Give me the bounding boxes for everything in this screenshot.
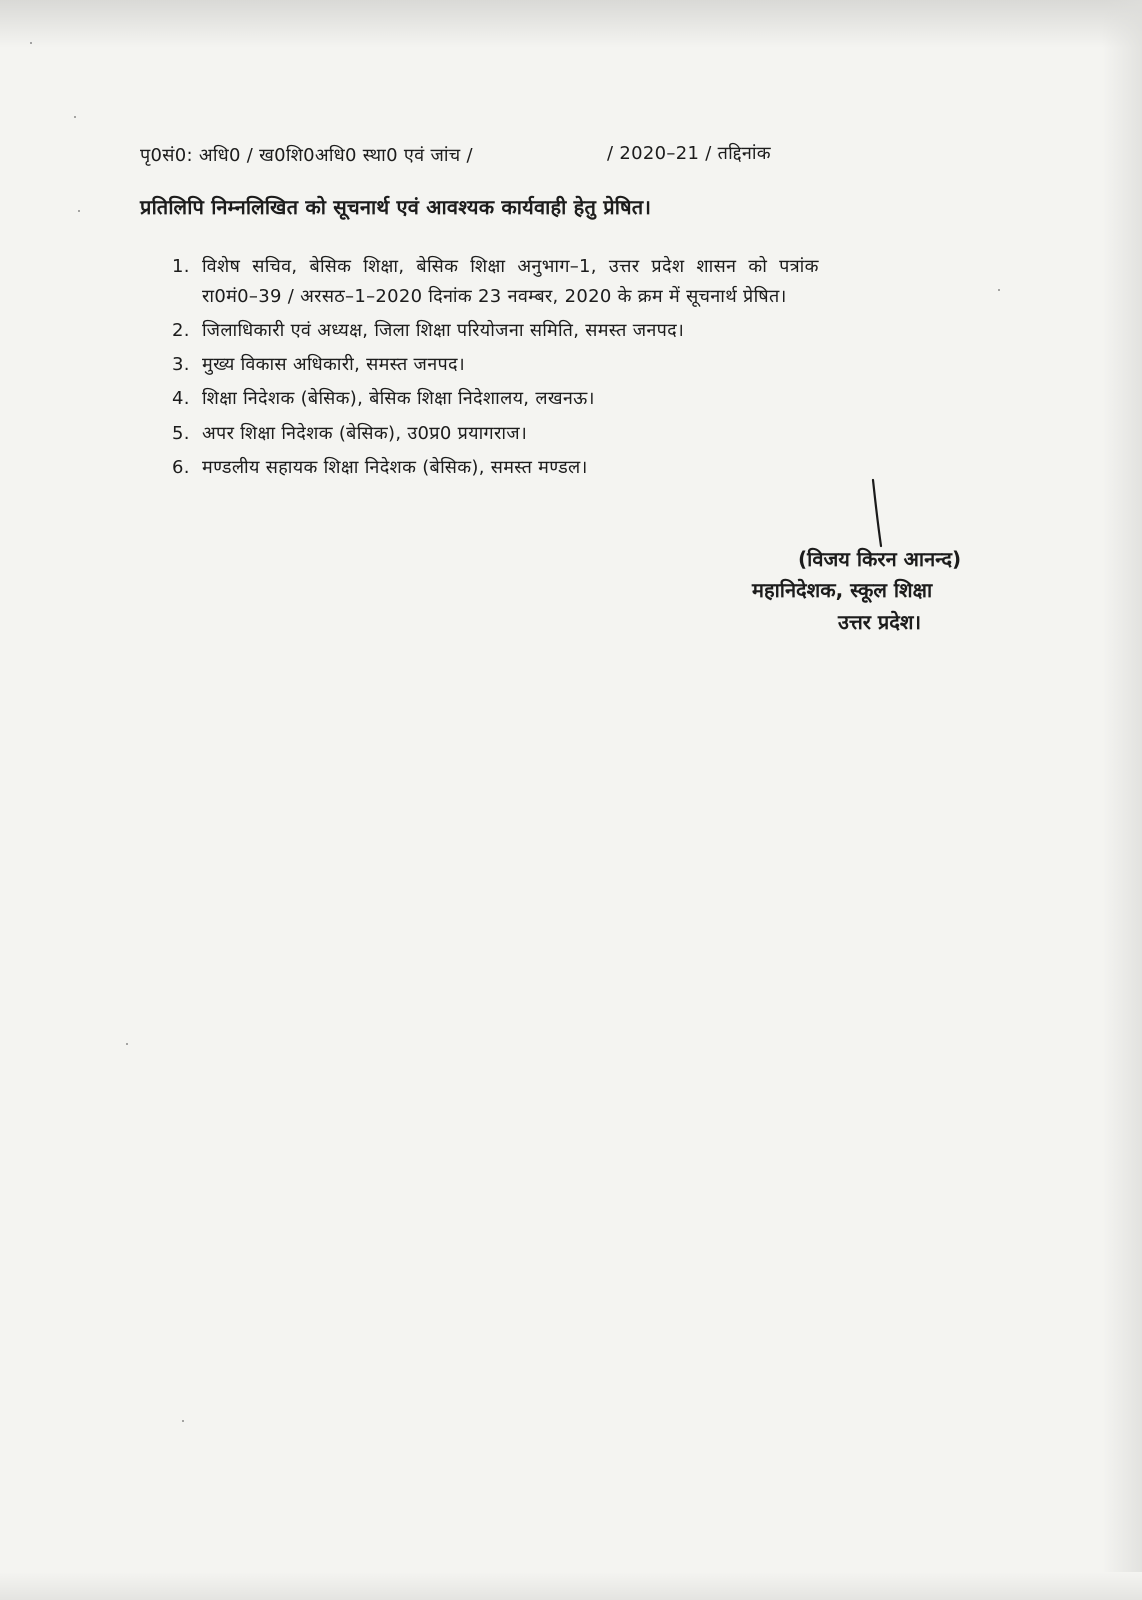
list-item-text: मण्डलीय सहायक शिक्षा निदेशक (बेसिक), समस्त मण्डल। [202,457,588,478]
list-item [172,318,684,342]
list-item-text: विशेष सचिव, बेसिक शिक्षा, बेसिक शिक्षा अनुभाग–1, उत्तर प्रदेश शासन को पत्रांक [202,256,819,277]
list-item-number: 6. [172,457,190,478]
signature-mark [870,478,886,548]
scan-shadow-bottom [0,1572,1142,1600]
signatory-state: उत्तर प्रदेश। [838,610,922,634]
scan-shadow-right [1102,0,1142,1600]
scan-shadow-top [0,0,1142,48]
reference-date-suffix: / 2020–21 / तद्दिनांक [607,143,771,164]
scan-speck [78,210,80,212]
list-item-continuation: रा0मं0–39 / अरसठ–1–2020 दिनांक 23 नवम्बर, 2020 के क्रम में सूचनार्थ प्रेषित। [202,286,787,307]
scan-speck [126,1043,128,1045]
list-item-text: मुख्य विकास अधिकारी, समस्त जनपद। [202,354,466,375]
list-item-text: अपर शिक्षा निदेशक (बेसिक), उ0प्र0 प्रयागराज। [202,423,528,444]
list-item-number: 2. [172,320,190,341]
list-item-number: 3. [172,354,190,375]
signatory-designation: महानिदेशक, स्कूल शिक्षा [752,578,933,602]
list-item [172,421,527,445]
copy-heading: प्रतिलिपि निम्नलिखित को सूचनार्थ एवं आवश्यक कार्यवाही हेतु प्रेषित। [140,195,652,219]
scan-speck [182,1420,184,1422]
list-item [172,254,819,278]
list-item-number: 5. [172,423,190,444]
list-item-text: जिलाधिकारी एवं अध्यक्ष, जिला शिक्षा परियोजना समिति, समस्त जनपद। [202,320,685,341]
list-item-text: शिक्षा निदेशक (बेसिक), बेसिक शिक्षा निदेशालय, लखनऊ। [202,388,595,409]
scan-speck [998,289,1000,291]
scan-speck [30,42,32,44]
list-item [172,352,465,376]
list-item-number: 1. [172,256,190,277]
list-item-number: 4. [172,388,190,409]
scan-speck [74,116,76,118]
signatory-name: (विजय किरन आनन्द) [798,547,962,571]
list-item [172,386,595,410]
reference-number: पृ0सं0: अधि0 / ख0शि0अधि0 स्था0 एवं जांच / [140,145,473,166]
list-item [172,455,588,479]
